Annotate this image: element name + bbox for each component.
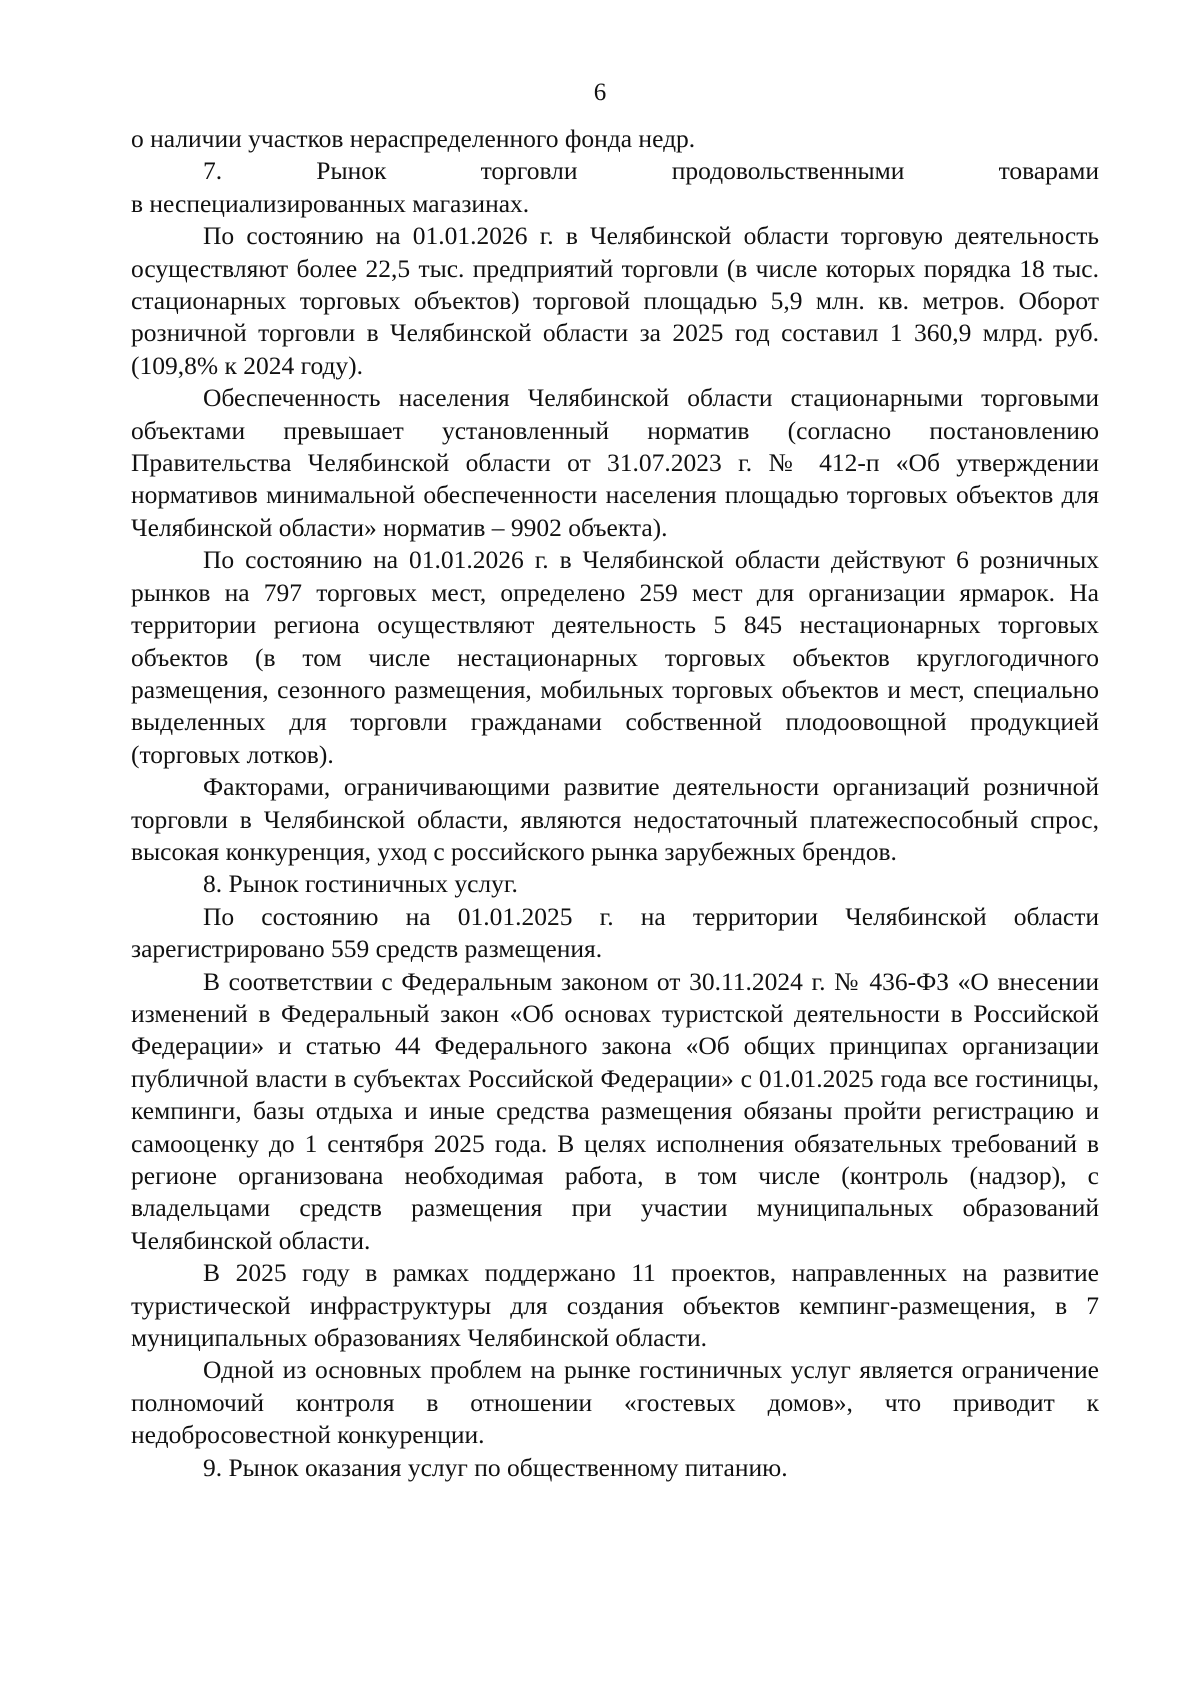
paragraph-retail-limiting-factors: Факторами, ограничивающими развитие деятельности организаций розничной торговли в Челябинской области, являются недостаточный платежеспособный спрос, высокая конкуренция, уход с российского рынка зарубежных брендов. xyxy=(131,772,1099,866)
section-heading-food-retail: 7. Рынок торговли продовольственными товарами xyxy=(203,156,1099,186)
paragraph-markets-and-fairs: По состоянию на 01.01.2026 г. в Челябинской области действуют 6 розничных рынков на 797 торговых мест, определено 259 мест для организации ярмарок. На территории региона осуществляют деятельность 5 845 нестационарных торговых объектов (в том числе нестационарных торговых объектов круглогодичного размещения, сезонного размещения, мобильных торговых объектов и мест, специально выделенных для торговли гражданами собственной плодоовощной продукцией (торговых лотков). xyxy=(131,545,1099,769)
section-heading-hotel-services: 8. Рынок гостиничных услуг. xyxy=(203,869,518,899)
paragraph-retail-enterprises: По состоянию на 01.01.2026 г. в Челябинской области торговую деятельность осуществляют более 22,5 тыс. предприятий торговли (в числе которых порядка 18 тыс. стационарных торговых объектов) торговой площадью 5,9 млн. кв. метров. Оборот розничной торговли в Челябинской области за 2025 год составил 1 360,9 млрд. руб. (109,8% к 2024 году). xyxy=(131,221,1099,380)
section-heading-food-retail-continuation: в неспециализированных магазинах. xyxy=(131,188,530,218)
paragraph-retail-provision: Обеспеченность населения Челябинской области стационарными торговыми объектами превышает установленный норматив (согласно постановлению Правительства Челябинской области от 31.07.2023 г. № 412-п «Об утверждении нормативов минимальной обеспеченности населения площадью торговых объектов для Челябинской области» норматив – 9902 объекта). xyxy=(131,383,1099,542)
paragraph-camping-projects: В 2025 году в рамках поддержано 11 проектов, направленных на развитие туристической инфраструктуры для создания объектов кемпинг-размещения, в 7 муниципальных образованиях Челябинской области. xyxy=(131,1258,1099,1353)
paragraph-registered-accommodation: По состоянию на 01.01.2025 г. на территории Челябинской области зарегистрировано 559 средств размещения. xyxy=(131,901,1099,964)
page-number: 6 xyxy=(593,79,607,106)
document-body xyxy=(131,123,1099,1484)
paragraph-federal-law-436: В соответствии с Федеральным законом от 30.11.2024 г. № 436-ФЗ «О внесении изменений в Федеральный закон «Об основах туристской деятельности в Российской Федерации» и статью 44 Федерального закона «Об общих принципах организации публичной власти в субъектах Российской Федерации» с 01.01.2025 года все гостиницы, кемпинги, базы отдыха и иные средства размещения обязаны пройти регистрацию и самооценку до 1 сентября 2025 года. В целях исполнения обязательных требований в регионе организована необходимая работа, в том числе (контроль (надзор), с владельцами средств размещения при участии муниципальных образований Челябинской области. xyxy=(131,966,1099,1255)
section-heading-catering: 9. Рынок оказания услуг по общественному питанию. xyxy=(203,1452,788,1482)
paragraph-guest-houses-problem: Одной из основных проблем на рынке гостиничных услуг является ограничение полномочий контроля в отношении «гостевых домов», что приводит к недобросовестной конкуренции. xyxy=(131,1355,1099,1450)
paragraph-subsoil-fund-end: о наличии участков нераспределенного фонда недр. xyxy=(131,124,696,153)
